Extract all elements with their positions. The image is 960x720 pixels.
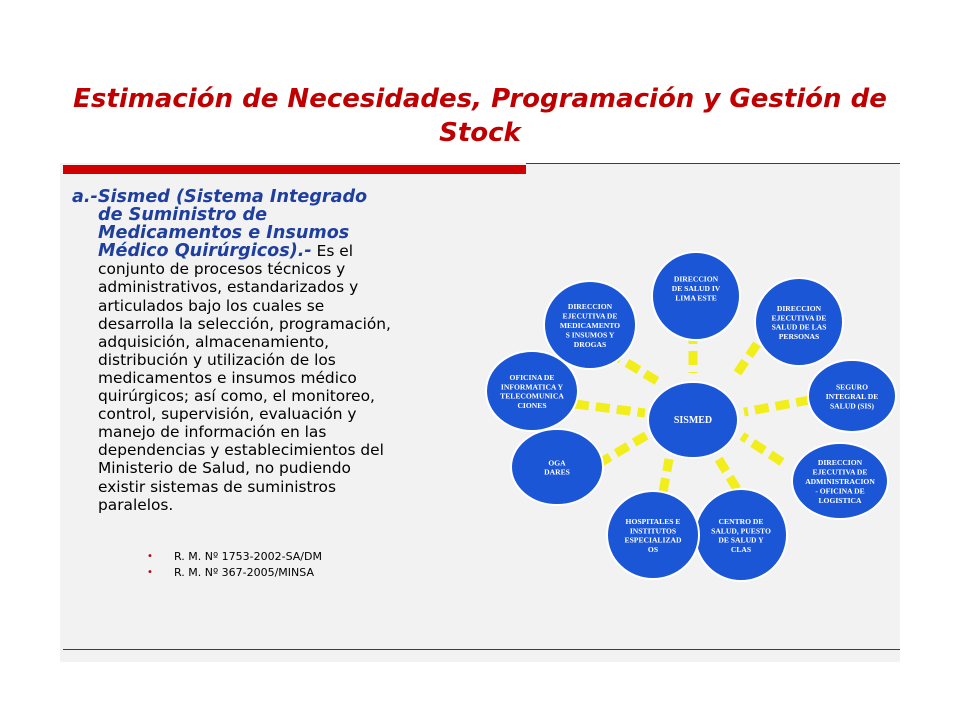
lead-line-2: de Suministro de [98, 205, 268, 226]
body-line: administrativos, estandarizados y [98, 278, 359, 297]
diagram-node-label: LOGISTICA [818, 495, 862, 505]
diagram-node-label: CLAS [730, 545, 752, 555]
body-text-start: Es el [311, 242, 354, 261]
reference-text: R. M. Nº 1753-2002-SA/DM [174, 550, 322, 563]
reference-text: R. M. Nº 367-2005/MINSA [174, 566, 314, 579]
lead-line-1: a.-Sismed (Sistema Integrado [72, 187, 368, 207]
diagram-node-label: DIRECCION [567, 302, 613, 312]
body-line: quirúrgicos; así como, el monitoreo, [98, 387, 375, 406]
diagram-node-label: DE SALUD IV [671, 284, 721, 293]
body-line: conjunto de procesos técnicos y [98, 260, 346, 279]
diagram-node-label: OS [647, 545, 659, 555]
diagram-node-label: EJECUTIVA DE [771, 313, 827, 323]
body-line: articulados bajo los cuales se [98, 296, 325, 315]
connector-line [663, 459, 669, 492]
body-line: existir sistemas de suministros [98, 477, 336, 496]
body-line: desarrolla la selección, programación, [98, 314, 391, 333]
diagram-node-label: LIMA ESTE [675, 293, 717, 303]
connector-line [734, 344, 757, 378]
diagram-node-label: DROGAS [573, 339, 607, 349]
diagram-node-label: SEGURO [835, 382, 869, 392]
diagram-node-label: OFICINA DE [509, 372, 555, 382]
diagram-node-label: PERSONAS [778, 332, 820, 342]
diagram-node-label: CENTRO DE [718, 516, 764, 526]
diagram-node-label: DARES [544, 467, 570, 477]
body-line: paralelos. [98, 495, 174, 514]
diagram-node-label: OGA [548, 458, 566, 468]
title-underline-thick [63, 165, 526, 174]
diagram-node-label: SALUD DE LAS [771, 322, 827, 332]
body-line: control, supervisión, evaluación y [98, 405, 357, 424]
bullet-icon: • [147, 551, 153, 562]
connector-line [718, 458, 737, 489]
diagram-node-label: HOSPITALES E [625, 516, 681, 526]
body-line: manejo de información en las [98, 423, 327, 442]
diagram-node-label: EJECUTIVA DE [562, 311, 618, 321]
diagram-node-label: DIRECCION [776, 303, 822, 313]
center-node-label: SISMED [673, 415, 713, 426]
diagram-node-label: INTEGRAL DE [825, 392, 879, 401]
diagram-node-label: SALUD (SIS) [829, 401, 875, 411]
diagram-node-label: MEDICAMENTO [559, 321, 621, 330]
diagram-node-label: DE SALUD Y [718, 535, 764, 545]
body-line: distribución y utilización de los [98, 350, 336, 369]
connector-line [575, 404, 645, 413]
diagram-node-label: ADMINISTRACION [805, 477, 875, 486]
footer-rule [63, 649, 900, 650]
slide-title: Estimación de Necesidades, Programación y Gestión de Stock [73, 84, 887, 148]
body-paragraph [66, 188, 480, 514]
bullet-icon: • [147, 567, 153, 578]
diagram-node-label: S INSUMOS Y [565, 330, 615, 340]
body-line: dependencias y establecimientos del [98, 441, 384, 460]
diagram-node-label: CIONES [517, 401, 547, 411]
diagram-node-label: DIRECCION [673, 274, 719, 284]
diagram-node-label: SALUD, PUESTO [711, 526, 771, 536]
connector-line [744, 400, 810, 412]
diagram-node-label: INSTITUTOS [629, 526, 677, 536]
sismed-diagram [480, 250, 900, 610]
diagram-node-label: INFORMATICA Y [500, 382, 564, 392]
body-line: adquisición, almacenamiento, [98, 332, 330, 351]
lead-line-4: Médico Quirúrgicos).- [98, 241, 312, 262]
lead-line-3: Medicamentos e Insumos [98, 223, 350, 244]
diagram-node-label: ESPECIALIZAD [624, 535, 682, 545]
connector-line [742, 436, 782, 462]
diagram-node-label: EJECUTIVA DE [812, 467, 868, 477]
diagram-node-label: DIRECCION [817, 458, 863, 468]
body-line: medicamentos e insumos médico [98, 368, 357, 387]
connector-line [598, 435, 647, 464]
diagram-node-label: TELECOMUNICA [500, 391, 564, 401]
reference-list [147, 549, 322, 581]
title-underline-thin [526, 163, 900, 164]
body-hanging-block [66, 206, 480, 514]
diagram-node-label: - OFICINA DE [815, 486, 865, 496]
reference-item [147, 549, 322, 565]
body-line: Ministerio de Salud, no pudiendo [98, 459, 351, 478]
reference-item [147, 565, 322, 581]
